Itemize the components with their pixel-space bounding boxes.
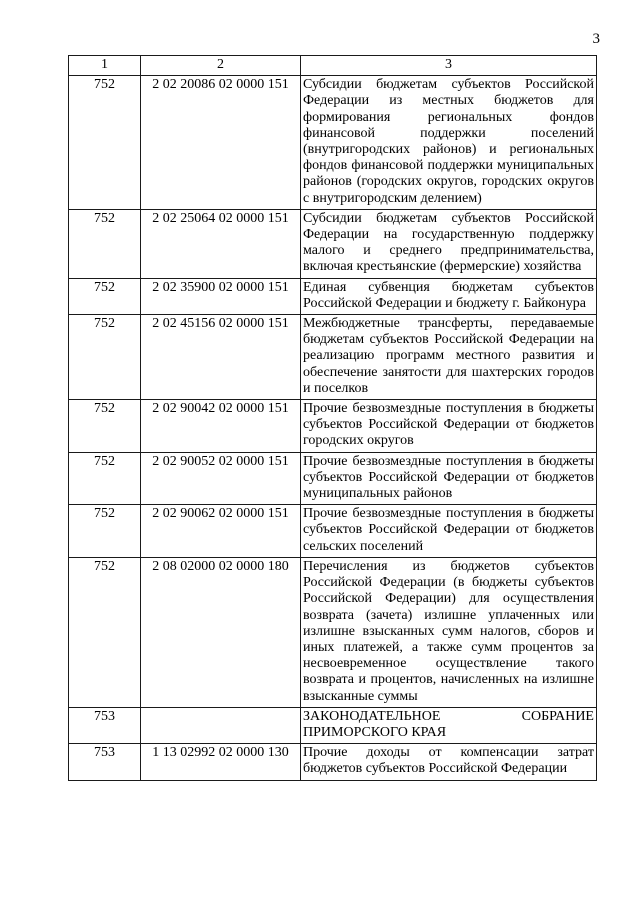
page-number: 3: [592, 31, 600, 47]
classification-code-cell: 2 02 25064 02 0000 151: [141, 209, 301, 278]
description-cell: Прочие доходы от компенсации затрат бюджетов субъектов Российской Федерации: [301, 744, 597, 780]
admin-code-cell: 753: [69, 707, 141, 743]
classification-code-cell: 2 02 90052 02 0000 151: [141, 452, 301, 505]
table-header-row: [69, 56, 597, 76]
admin-code-cell: 752: [69, 76, 141, 210]
classification-code-cell: 2 02 45156 02 0000 151: [141, 315, 301, 400]
admin-code-cell: 752: [69, 505, 141, 558]
budget-codes-table: [68, 55, 597, 781]
table-row: [69, 278, 597, 314]
table-row: [69, 557, 597, 707]
admin-code-cell: 752: [69, 557, 141, 707]
table-row: [69, 76, 597, 210]
description-cell: Субсидии бюджетам субъектов Российской Федерации из местных бюджетов для формирования региональных фондов финансовой поддержки поселений (внутригородских районов) и региональных фондов финансовой поддержки муниципальных районов (городских округов, городских округов с внутригородским делением): [301, 76, 597, 210]
description-cell: Межбюджетные трансферты, передаваемые бюджетам субъектов Российской Федерации на реализацию программ местного развития и обеспечение занятости для шахтерских городов и поселков: [301, 315, 597, 400]
description-cell: Прочие безвозмездные поступления в бюджеты субъектов Российской Федерации от бюджетов муниципальных районов: [301, 452, 597, 505]
classification-code-cell: 2 02 90062 02 0000 151: [141, 505, 301, 558]
admin-code-cell: 753: [69, 744, 141, 780]
admin-code-cell: 752: [69, 278, 141, 314]
table-row: [69, 315, 597, 400]
classification-code-cell: 2 02 20086 02 0000 151: [141, 76, 301, 210]
admin-code-cell: 752: [69, 209, 141, 278]
description-cell: ЗАКОНОДАТЕЛЬНОЕ СОБРАНИЕ ПРИМОРСКОГО КРАЯ: [301, 707, 597, 743]
table-row: [69, 744, 597, 780]
column-header-1: 1: [69, 56, 141, 76]
description-cell: Прочие безвозмездные поступления в бюджеты субъектов Российской Федерации от бюджетов городских округов: [301, 400, 597, 453]
column-header-3: 3: [301, 56, 597, 76]
table-row: [69, 209, 597, 278]
table-body: [69, 76, 597, 780]
classification-code-cell: [141, 707, 301, 743]
description-cell: Прочие безвозмездные поступления в бюджеты субъектов Российской Федерации от бюджетов сельских поселений: [301, 505, 597, 558]
admin-code-cell: 752: [69, 400, 141, 453]
classification-code-cell: 1 13 02992 02 0000 130: [141, 744, 301, 780]
admin-code-cell: 752: [69, 315, 141, 400]
table-row: [69, 452, 597, 505]
description-cell: Перечисления из бюджетов субъектов Российской Федерации (в бюджеты субъектов Российской Федерации) для осуществления возврата (зачета) излишне уплаченных или излишне взысканных сумм налогов, сборов и иных платежей, а также сумм процентов за несвоевременное осуществление такого возврата и процентов, начисленных на излишне взысканные суммы: [301, 557, 597, 707]
table-row: [69, 505, 597, 558]
classification-code-cell: 2 08 02000 02 0000 180: [141, 557, 301, 707]
classification-code-cell: 2 02 35900 02 0000 151: [141, 278, 301, 314]
admin-code-cell: 752: [69, 452, 141, 505]
description-cell: Единая субвенция бюджетам субъектов Российской Федерации и бюджету г. Байконура: [301, 278, 597, 314]
table-row: [69, 400, 597, 453]
table-row: [69, 707, 597, 743]
column-header-2: 2: [141, 56, 301, 76]
description-cell: Субсидии бюджетам субъектов Российской Федерации на государственную поддержку малого и среднего предпринимательства, включая крестьянские (фермерские) хозяйства: [301, 209, 597, 278]
classification-code-cell: 2 02 90042 02 0000 151: [141, 400, 301, 453]
